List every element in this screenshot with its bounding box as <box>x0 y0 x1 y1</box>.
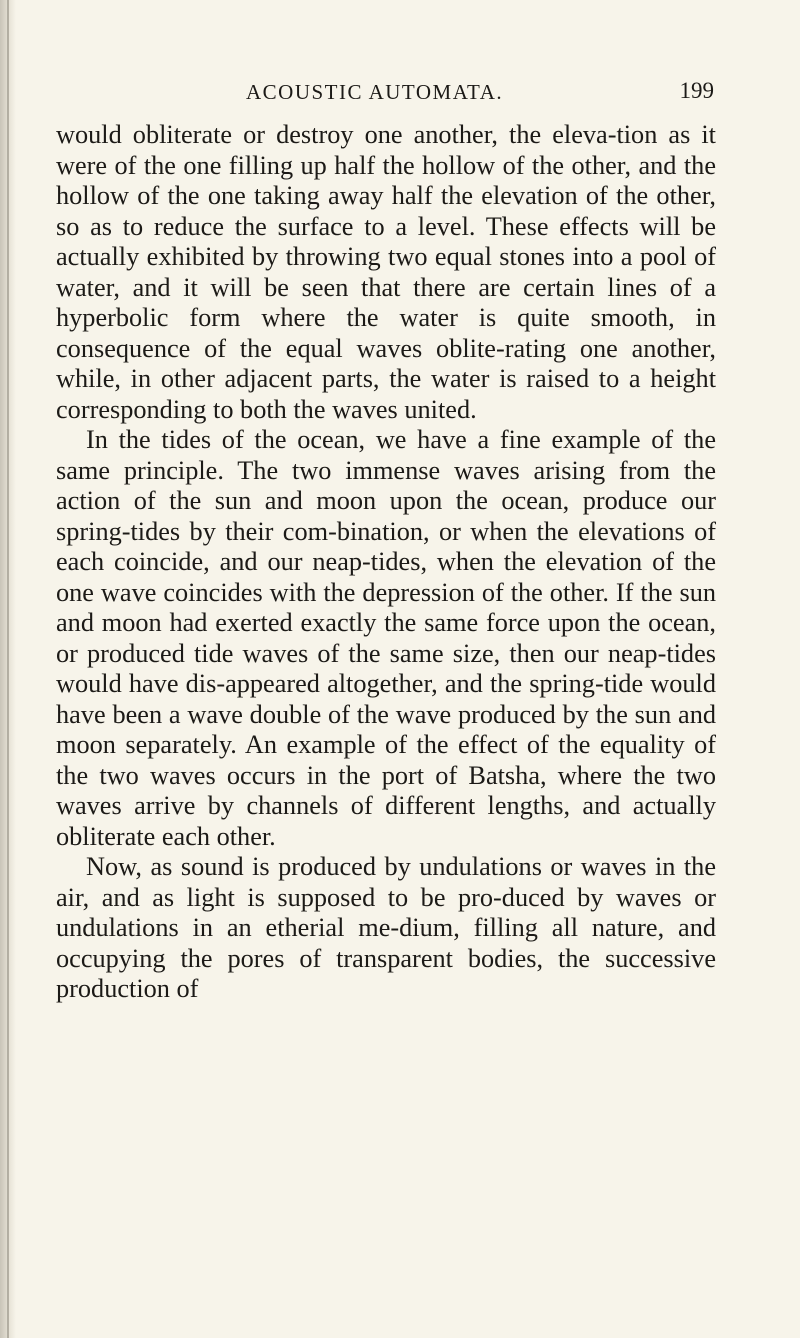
page-gutter <box>0 0 16 1338</box>
paragraph-2: In the tides of the ocean, we have a fine example of the same principle. The two immense waves arising from the action of the sun and moon upon the ocean, produce our spring-tides by their com-bination, or when the elevations of each coincide, and our neap-tides, when the elevation of the one wave coincides with the depression of the other. If the sun and moon had exerted exactly the same force upon the ocean, or produced tide waves of the same size, then our neap-tides would have dis-appeared altogether, and the spring-tide would have been a wave double of the wave produced by the sun and moon separately. An example of the effect of the equality of the two waves occurs in the port of Batsha, where the two waves arrive by channels of different lengths, and actually obliterate each other. <box>56 425 716 851</box>
paragraph-1: would obliterate or destroy one another, the eleva-tion as it were of the one filling up half the hollow of the other, and the hollow of the one taking away half the elevation of the other, so as to reduce the surface to a level. These effects will be actually exhibited by throwing two equal stones into a pool of water, and it will be seen that there are certain lines of a hyperbolic form where the water is quite smooth, in consequence of the equal waves oblite-rating one another, while, in other adjacent parts, the water is raised to a height corresponding to both the waves united. <box>56 120 716 424</box>
binding-edge <box>7 0 9 1338</box>
running-head <box>56 70 716 110</box>
running-title: ACOUSTIC AUTOMATA. <box>246 80 504 104</box>
page-number: 199 <box>679 78 714 103</box>
body-text <box>56 120 716 1005</box>
paragraph-3: Now, as sound is produced by undulations or waves in the air, and as light is supposed to be pro-duced by waves or undulations in an etherial me-dium, filling all nature, and occupying the pores of transparent bodies, the successive production of <box>56 852 716 1003</box>
book-page <box>56 70 716 1005</box>
